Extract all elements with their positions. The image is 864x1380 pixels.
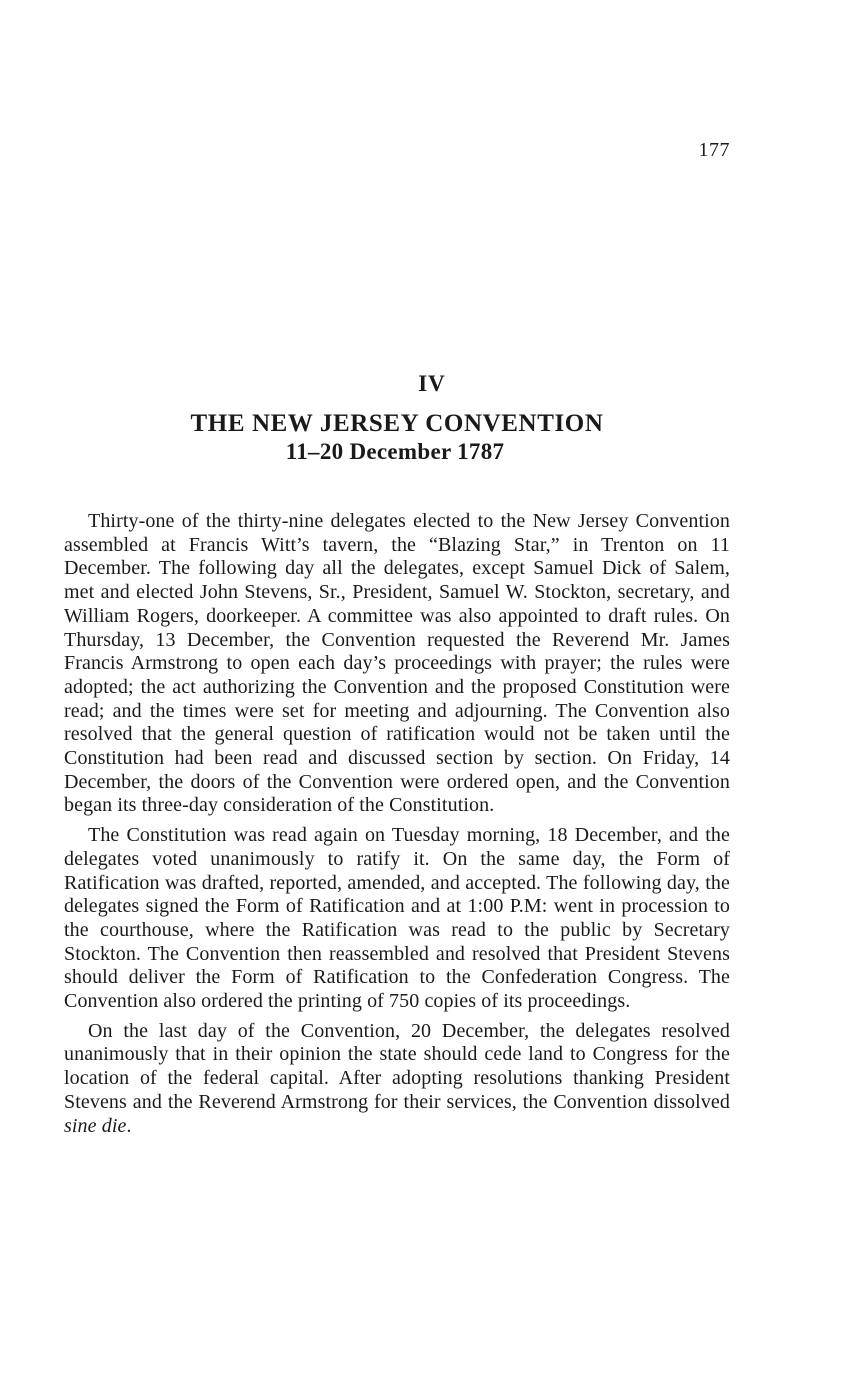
paragraph-2: The Constitution was read again on Tuesday morning, 18 December, and the delegates voted unanimously to ratify it. On the same day, the Form of Ratification was drafted, reported, amended, and accepted. The following day, the delegates signed the Form of Ratification and at 1:00 P.M: went in procession to the courthouse, where the Ratification was read to the public by Secretary Stockton. The Convention then reassembled and resolved that President Stevens should deliver the Form of Ratification to the Confederation Congress. The Convention also ordered the printing of 750 copies of its proceedings.: [64, 824, 730, 1013]
paragraph-3-italic: sine die: [64, 1114, 127, 1137]
paragraph-3-end: .: [126, 1114, 132, 1137]
paragraph-3: [64, 1020, 730, 1139]
paragraph-1: Thirty-one of the thirty-nine delegates elected to the New Jersey Convention assembled at Francis Witt’s tavern, the “Blazing Star,” in Trenton on 11 December. The following day all the delegates, except Samuel Dick of Salem, met and elected John Stevens, Sr., President, Samuel W. Stockton, secretary, and William Rogers, doorkeeper. A committee was also appointed to draft rules. On Thursday, 13 December, the Convention requested the Reverend Mr. James Francis Armstrong to open each day’s proceedings with prayer; the rules were adopted; the act authorizing the Convention and the proposed Constitution were read; and the times were set for meeting and adjourning. The Convention also resolved that the general question of ratification would not be taken until the Constitution had been read and discussed section by section. On Friday, 14 December, the doors of the Convention were ordered open, and the Convention began its three-day consideration of the Constitution.: [64, 510, 730, 817]
page-number: 177: [698, 139, 730, 161]
chapter-title: THE NEW JERSEY CONVENTION: [190, 410, 604, 437]
paragraph-3-text: On the last day of the Convention, 20 December, the delegates resolved unanimously that in their opinion the state should cede land to Congress for the location of the federal capital. After adopting resolutions thanking President Stevens and the Reverend Armstrong for their services, the Convention dissolved: [64, 1019, 730, 1113]
body-text: [64, 510, 730, 1144]
chapter-dates: 11–20 December 1787: [285, 439, 505, 464]
part-numeral: IV: [418, 371, 446, 396]
